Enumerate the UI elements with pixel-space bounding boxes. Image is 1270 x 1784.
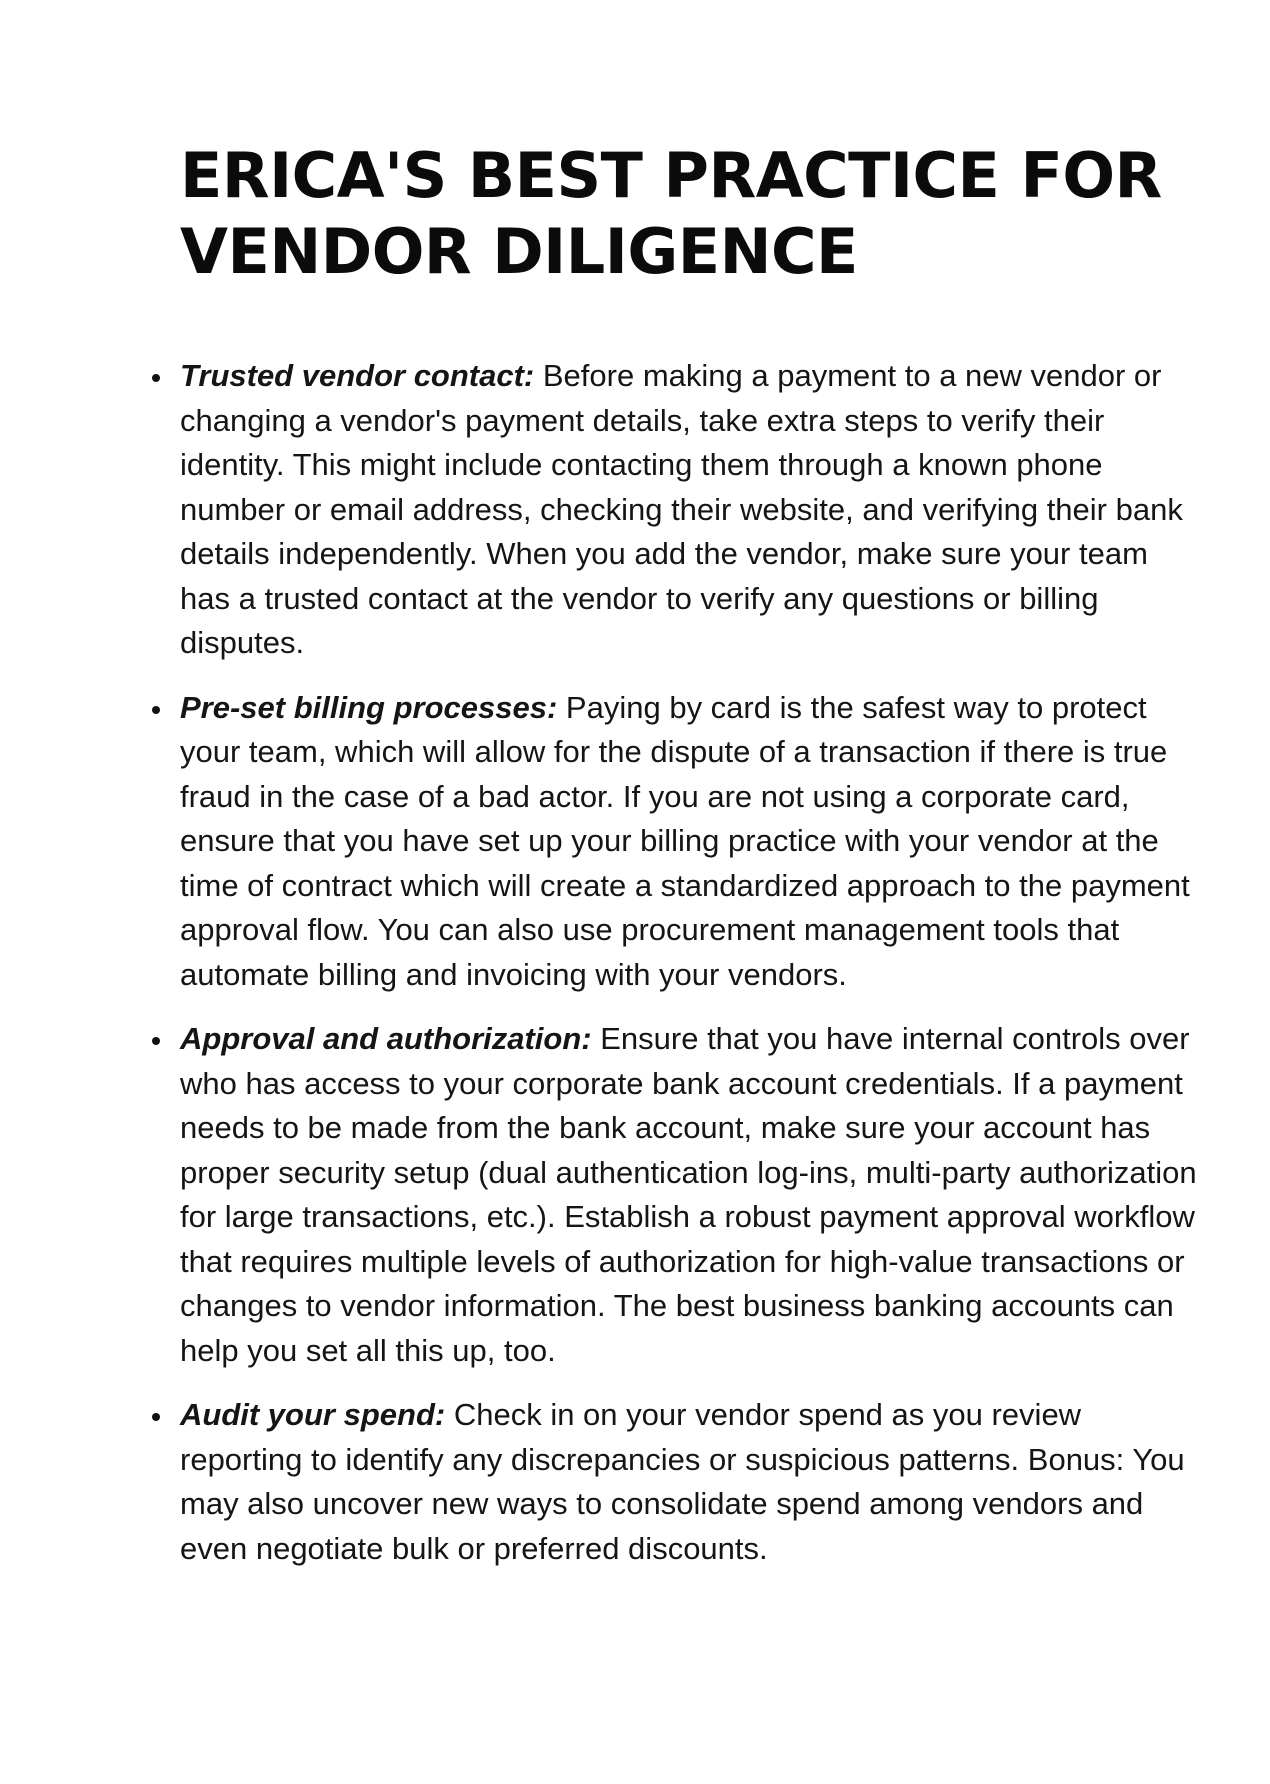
- best-practice-list: [180, 354, 1200, 1571]
- list-item-approval-authorization: [180, 1017, 1200, 1373]
- item-text: Check in on your vendor spend as you review reporting to identify any discrepancies or suspicious patterns. Bonus: You may also uncover new ways to consolidate spend among vendors and even negotiate bulk or preferred discounts.: [180, 1397, 1185, 1566]
- document-page: [180, 138, 1200, 1591]
- bullet-icon: [152, 374, 160, 382]
- bullet-icon: [152, 1413, 160, 1421]
- item-lead: Approval and authorization:: [180, 1021, 592, 1056]
- item-text: Paying by card is the safest way to protect your team, which will allow for the dispute of a transaction if there is true fraud in the case of a bad actor. If you are not using a corporate card, ensure that you have set up your billing practice with your vendor at the time of contract which will create a standardized approach to the payment approval flow. You can also use procurement management tools that automate billing and invoicing with your vendors.: [180, 689, 1190, 992]
- list-item-pre-set-billing: [180, 686, 1200, 998]
- list-item-audit-spend: [180, 1393, 1200, 1571]
- page-title: ERICA'S BEST PRACTICE FOR VENDOR DILIGENCE: [180, 139, 1162, 288]
- list-item-trusted-vendor-contact: [180, 354, 1200, 666]
- bullet-icon: [152, 706, 160, 714]
- item-text: Ensure that you have internal controls over who has access to your corporate bank account credentials. If a payment needs to be made from the bank account, make sure your account has proper security setup (dual authentication log-ins, multi-party authorization for large transactions, etc.). Establish a robust payment approval workflow that requires multiple levels of authorization for high-value transactions or changes to vendor information. The best business banking accounts can help you set all this up, too.: [180, 1021, 1197, 1368]
- item-text: Before making a payment to a new vendor or changing a vendor's payment details, take extra steps to verify their identity. This might include contacting them through a known phone number or email address, checking their website, and verifying their bank details independently. When you add the vendor, make sure your team has a trusted contact at the vendor to verify any questions or billing disputes.: [180, 358, 1183, 660]
- item-lead: Trusted vendor contact:: [180, 358, 535, 393]
- item-lead: Audit your spend:: [180, 1397, 446, 1432]
- bullet-icon: [152, 1037, 160, 1045]
- item-lead: Pre-set billing processes:: [180, 689, 558, 725]
